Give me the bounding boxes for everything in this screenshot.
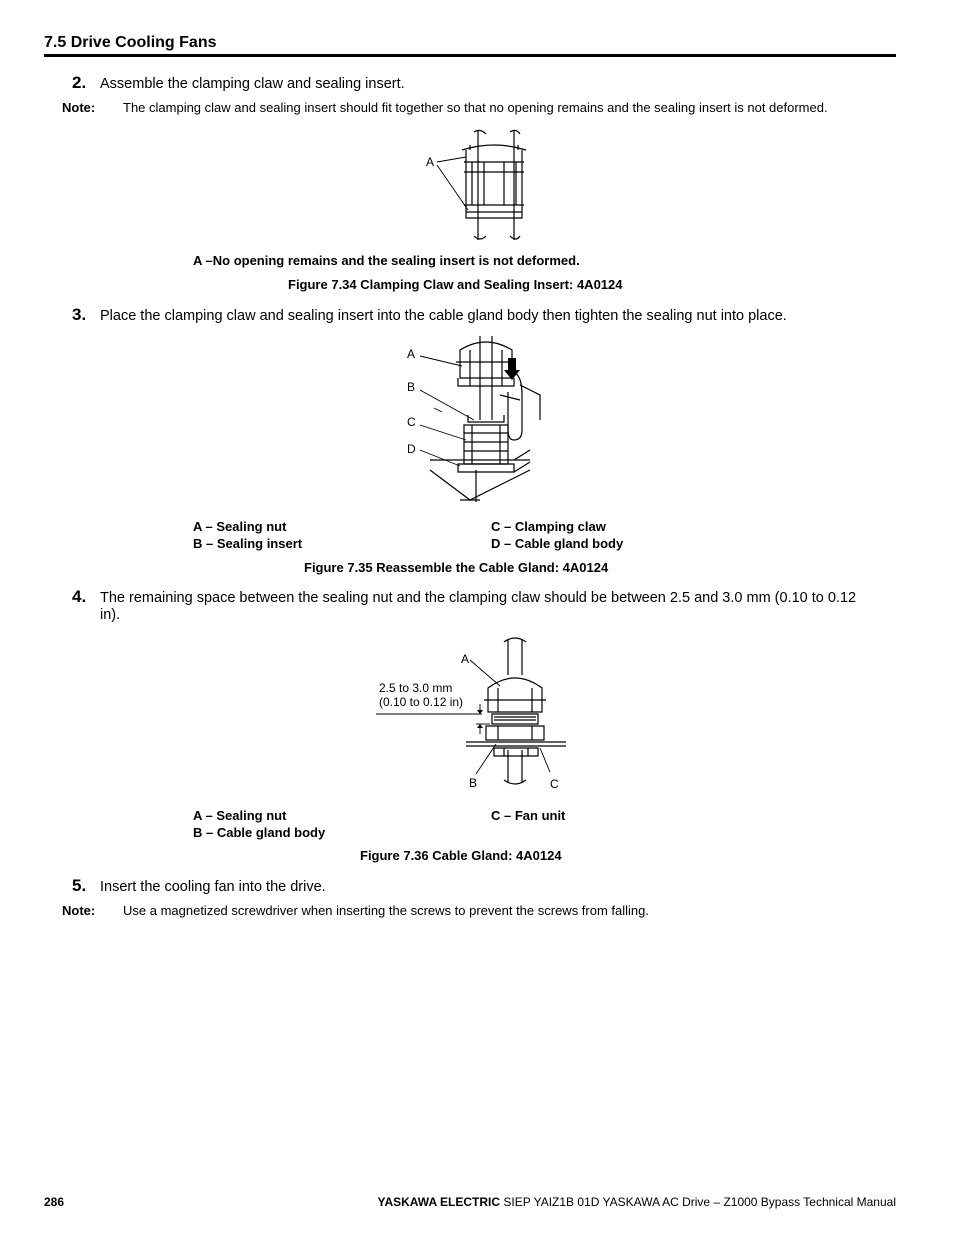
step-3-number: 3. xyxy=(72,305,87,324)
step-5-text: Insert the cooling fan into the drive. xyxy=(100,879,326,895)
step-5-note-text: Use a magnetized screwdriver when inserting the screws to prevent the screws from falling. xyxy=(123,903,649,918)
fig36-label-a: A xyxy=(461,652,470,666)
fig35-label-a: A xyxy=(407,347,416,361)
step-2-number: 2. xyxy=(72,73,87,92)
footer-manual-title xyxy=(378,1195,896,1209)
step-5-note-label: Note: xyxy=(62,903,96,918)
fig35-legend-c: C – Clamping claw xyxy=(491,519,606,534)
fig36-label-c: C xyxy=(550,777,559,791)
step-4-text-line1: The remaining space between the sealing nut and the clamping claw should be between 2.5 and 3.0 mm (0.10 to 0.12 xyxy=(100,590,857,606)
fig36-caption: Figure 7.36 Cable Gland: 4A0124 xyxy=(360,848,562,863)
fig36-dimension-in: (0.10 to 0.12 in) xyxy=(379,695,464,709)
fig35-legend-a: A – Sealing nut xyxy=(193,519,287,534)
footer-brand: YASKAWA ELECTRIC xyxy=(377,1195,501,1209)
fig34-caption: Figure 7.34 Clamping Claw and Sealing Insert: 4A0124 xyxy=(288,277,623,292)
fig35-caption: Figure 7.35 Reassemble the Cable Gland: 4A0124 xyxy=(304,560,609,575)
fig36-legend-a: A – Sealing nut xyxy=(193,808,287,823)
fig35-label-b: B xyxy=(407,380,416,394)
fig35-label-d: D xyxy=(407,442,416,456)
section-title: 7.5 Drive Cooling Fans xyxy=(44,34,217,51)
step-2-note-label: Note: xyxy=(62,100,96,115)
step-2-note-text: The clamping claw and sealing insert should fit together so that no opening remains and the sealing insert is not deformed. xyxy=(123,100,828,115)
fig36-label-b: B xyxy=(469,776,478,790)
fig34-legend: A –No opening remains and the sealing insert is not deformed. xyxy=(193,253,580,268)
step-3-text: Place the clamping claw and sealing insert into the cable gland body then tighten the sealing nut into place. xyxy=(100,308,787,324)
fig35-label-c: C xyxy=(407,415,416,429)
header-rule xyxy=(44,54,896,57)
step-5-number: 5. xyxy=(72,876,87,895)
page-number: 286 xyxy=(44,1195,65,1209)
fig35-legend-b: B – Sealing insert xyxy=(193,536,303,551)
step-2-text: Assemble the clamping claw and sealing insert. xyxy=(100,76,405,92)
step-4-number: 4. xyxy=(72,587,87,606)
step-4-text-line2: in). xyxy=(100,607,121,623)
fig35-legend-d: D – Cable gland body xyxy=(491,536,624,551)
fig36-legend-b: B – Cable gland body xyxy=(193,825,326,840)
fig34-label-a: A xyxy=(426,155,435,169)
fig36-dimension-mm: 2.5 to 3.0 mm xyxy=(379,681,453,695)
fig36-legend-c: C – Fan unit xyxy=(491,808,566,823)
footer-manual: SIEP YAIZ1B 01D YASKAWA AC Drive – Z1000 Bypass Technical Manual xyxy=(500,1195,896,1209)
